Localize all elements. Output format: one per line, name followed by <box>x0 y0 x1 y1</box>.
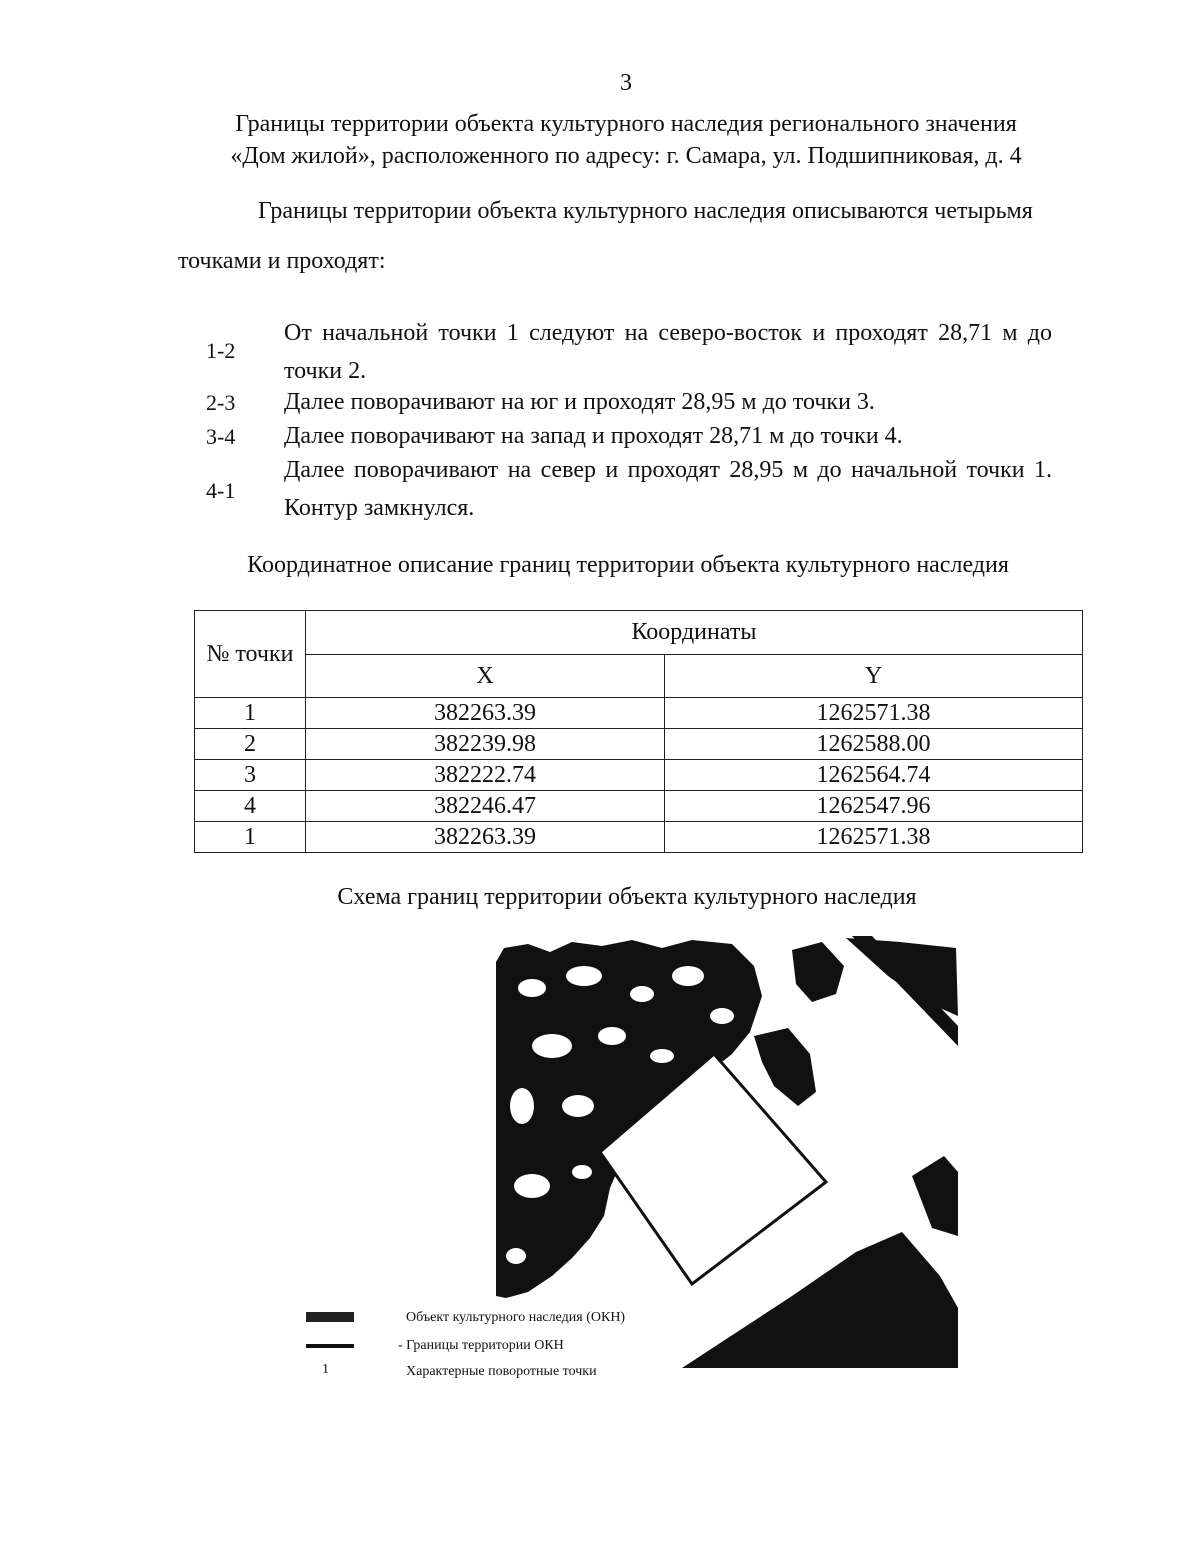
page-title <box>140 108 1112 172</box>
header-x: X <box>306 655 665 698</box>
header-y: Y <box>665 655 1083 698</box>
cell-point: 1 <box>195 822 306 853</box>
legend-boundary-symbol <box>306 1344 354 1348</box>
cell-point: 2 <box>195 729 306 760</box>
table-row <box>195 822 1083 853</box>
boundary-scheme-map <box>492 936 960 1368</box>
cell-x: 382263.39 <box>306 698 665 729</box>
cell-x: 382263.39 <box>306 822 665 853</box>
cell-x: 382239.98 <box>306 729 665 760</box>
route-code: 3-4 <box>206 424 236 449</box>
table-row <box>195 791 1083 822</box>
route-text: Далее поворачивают на запад и проходят 28,71 м до точки 4. <box>284 423 903 449</box>
table-row <box>195 698 1083 729</box>
cell-x: 382222.74 <box>306 760 665 791</box>
route-code: 4-1 <box>206 478 236 503</box>
page-number: 3 <box>620 70 632 96</box>
route-text: От начальной точки 1 следуют на северо-восток и проходят 28,71 м до точки 2. <box>284 320 1052 384</box>
intro-line-2: точками и проходят: <box>178 248 386 274</box>
cell-y: 1262571.38 <box>665 822 1083 853</box>
cell-x: 382246.47 <box>306 791 665 822</box>
cell-y: 1262547.96 <box>665 791 1083 822</box>
cell-point: 1 <box>195 698 306 729</box>
header-coordinates: Координаты <box>306 611 1083 655</box>
cell-y: 1262571.38 <box>665 698 1083 729</box>
legend-label: Характерные поворотные точки <box>406 1364 597 1379</box>
table-row <box>195 729 1083 760</box>
route-code: 1-2 <box>206 338 236 363</box>
cell-point: 4 <box>195 791 306 822</box>
header-point: № точки <box>195 611 306 698</box>
route-text: Далее поворачивают на юг и проходят 28,95 м до точки 3. <box>284 389 875 415</box>
coordinates-table <box>194 610 1083 853</box>
legend-label: - Границы территории ОКН <box>398 1338 564 1353</box>
route-code: 2-3 <box>206 390 236 415</box>
cell-y: 1262564.74 <box>665 760 1083 791</box>
legend-point-symbol: 1 <box>322 1362 329 1377</box>
scheme-caption: Схема границ территории объекта культурного наследия <box>337 884 917 910</box>
cell-y: 1262588.00 <box>665 729 1083 760</box>
route-text: Далее поворачивают на север и проходят 28,95 м до начальной точки 1. Контур замкнулся. <box>284 457 1052 521</box>
legend-okn-symbol <box>306 1312 354 1322</box>
legend-symbols <box>306 1312 356 1372</box>
intro-line-1: Границы территории объекта культурного наследия описываются четырьмя <box>258 198 1033 224</box>
title-line-2: «Дом жилой», расположенного по адресу: г. Самара, ул. Подшипниковая, д. 4 <box>230 143 1022 169</box>
table-row <box>195 760 1083 791</box>
title-line-1: Границы территории объекта культурного наследия регионального значения <box>235 111 1017 137</box>
legend-boundary-label: Границы территории ОКН <box>406 1338 564 1353</box>
legend-label: Объект культурного наследия (ОКН) <box>406 1310 626 1325</box>
cell-point: 3 <box>195 760 306 791</box>
table-caption: Координатное описание границ территории объекта культурного наследия <box>247 552 1009 578</box>
